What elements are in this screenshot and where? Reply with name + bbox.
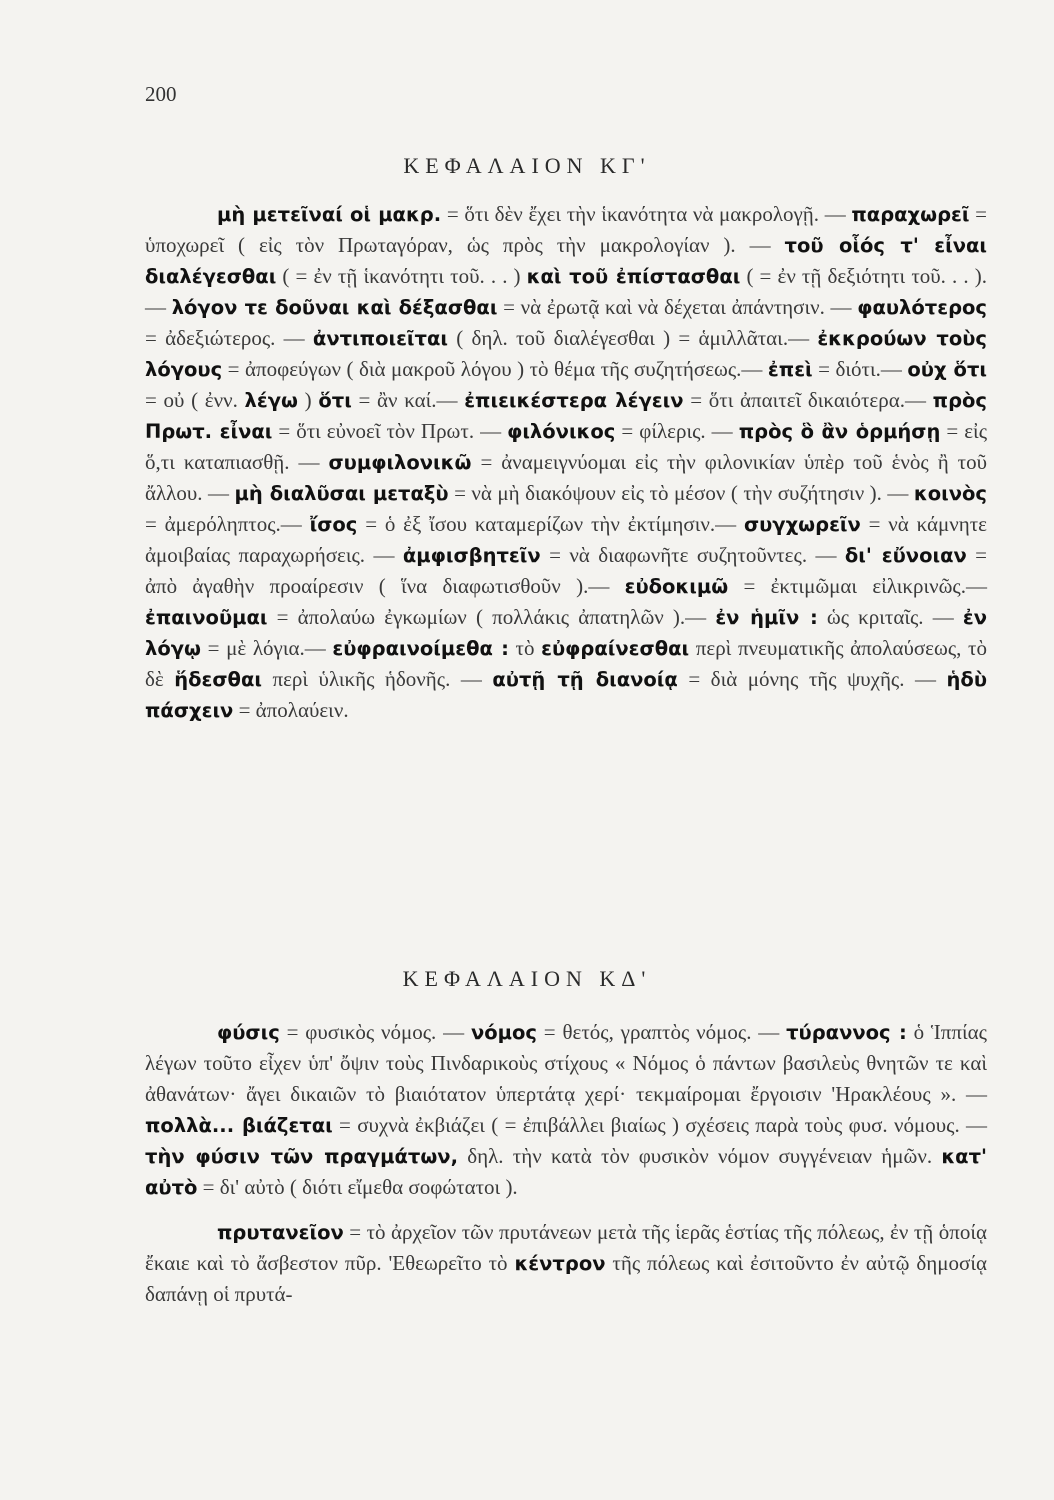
lemma-term: οὐχ ὅτι <box>907 358 987 381</box>
lemma-term: ἀμφισβητεῖν <box>402 544 541 567</box>
gloss-text: = συχνὰ ἐκβιάζει ( = ἐπιβάλλει βιαίως ) σχέσεις παρὰ τοὺς φυσ. νόμους. — <box>332 1113 988 1137</box>
lemma-term: ἡδὺ πάσχειν <box>145 668 987 722</box>
lemma-term: καὶ τοῦ ἐπίστασθαι <box>526 265 741 288</box>
gloss-text: = ἀναμειγνύομαι εἰς τὴν φιλονικίαν ὑπὲρ τοῦ ἑνὸς ἢ τοῦ ἄλλου. — <box>145 450 988 505</box>
gloss-text: = ἐκτιμῶμαι εἰλικρινῶς.— <box>728 574 987 598</box>
gloss-text: = οὐ ( ἐνν. <box>145 388 245 412</box>
lemma-term: συγχωρεῖν <box>743 513 861 536</box>
gloss-text: = ἀπολαύω ἐγκωμίων ( πολλάκις ἀπατηλῶν ).— <box>267 605 716 629</box>
lemma-term: μὴ μετεῖναί οἱ μακρ. <box>217 203 442 226</box>
lemma-term: κέντρον <box>514 1252 606 1275</box>
gloss-text: = ἀπολαύειν. <box>233 698 349 722</box>
gloss-text: περὶ ὑλικῆς ἡδονῆς. — <box>261 667 493 691</box>
chapter-heading-24: ΚΕΦΑΛΑΙΟΝ ΚΔ' <box>402 966 652 991</box>
lemma-term: ἐπιεικέστερα λέγειν <box>464 389 684 412</box>
gloss-text: = νὰ ἐρωτᾷ καὶ νὰ δέχεται ἀπάντησιν. — <box>497 295 858 319</box>
lemma-term: κοινὸς <box>913 482 987 505</box>
gloss-text: = ὅτι δὲν ἔχει τὴν ἱκανότητα νὰ μακρολογῇ. — <box>441 202 852 226</box>
paragraph <box>145 1217 987 1310</box>
gloss-text: ( = ἐν τῇ δεξιότητι τοῦ. . . ).— <box>145 264 987 319</box>
lemma-term: μὴ διαλῦσαι μεταξὺ <box>234 482 449 505</box>
lemma-term: εὐφραινοίμεθα : <box>332 637 509 660</box>
lemma-term: φιλόνικος <box>507 420 616 443</box>
gloss-text: = φυσικὸς νόμος. — <box>279 1020 471 1044</box>
gloss-text: = εἰς ὅ,τι καταπιασθῇ. — <box>145 419 988 474</box>
gloss-text: περὶ πνευματικῆς ἀπολαύσεως, τὸ δὲ <box>145 636 987 691</box>
lemma-term: τύραννος : <box>786 1021 907 1044</box>
lemma-term: ἐπαινοῦμαι <box>145 606 268 629</box>
gloss-text: δηλ. τὴν κατὰ τὸν φυσικὸν νόμον συγγένειαν ἡμῶν. <box>458 1144 942 1168</box>
gloss-text: τῆς πόλεως καὶ ἐσιτοῦντο ἐν αὐτῷ δημοσίᾳ δαπάνῃ οἱ πρυτά- <box>145 1251 987 1306</box>
gloss-text: = διότι.— <box>812 357 908 381</box>
gloss-text: = ὅτι εὐνοεῖ τὸν Πρωτ. — <box>272 419 508 443</box>
chapter-23-text <box>145 199 987 726</box>
gloss-text: = διὰ μόνης τῆς ψυχῆς. — <box>677 667 947 691</box>
lemma-term: φύσις <box>217 1021 280 1044</box>
chapter-heading-23: ΚΕΦΑΛΑΙΟΝ ΚΓ' <box>403 153 651 178</box>
lemma-term: παραχωρεῖ <box>851 203 970 226</box>
lemma-term: συμφιλονικῶ <box>328 451 472 474</box>
lemma-term: πρὸς ὃ ἂν ὁρμήσῃ <box>738 420 941 443</box>
lemma-term: ἀντιποιεῖται <box>312 327 448 350</box>
gloss-text: = ὑποχωρεῖ ( εἰς τὸν Πρωταγόραν, ὡς πρὸς τὴν μακρολογίαν ). — <box>145 202 988 257</box>
gloss-text: = ἀμερόληπτος.— <box>145 512 310 536</box>
lemma-term: δι' εὔνοιαν <box>844 544 967 567</box>
gloss-text: = φίλερις. — <box>615 419 739 443</box>
gloss-text: = δι' αὐτὸ ( διότι εἴμεθα σοφώτατοι ). <box>197 1175 518 1199</box>
gloss-text: = ἀπὸ ἀγαθὴν προαίρεσιν ( ἵνα διαφωτισθοῦν ).— <box>145 543 988 598</box>
lemma-term: ὅτι <box>318 389 352 412</box>
gloss-text: = ἂν καί.— <box>351 388 465 412</box>
lemma-term: ἐπεὶ <box>767 358 813 381</box>
lemma-term: εὐφραίνεσθαι <box>541 637 690 660</box>
lemma-term: νόμος <box>470 1021 537 1044</box>
lemma-term: λόγον τε δοῦναι καὶ δέξασθαι <box>171 296 498 319</box>
gloss-text: ὁ Ἱππίας λέγων τοῦτο εἶχεν ὑπ' ὄψιν τοὺς Πινδαρικοὺς στίχους « Νόμος ὁ πάντων βασιλεὺς θνητῶν τε καὶ ἀθανάτων· ἄγει δικαιῶν τὸ βιαιότατον ὑπερτάτᾳ χερί· τεκμαίρομαι ἔργοισιν 'Ηρακλέους ». — <box>145 1020 987 1106</box>
lemma-term: πρυτανεῖον <box>217 1221 344 1244</box>
gloss-text: = τὸ ἀρχεῖον τῶν πρυτάνεων μετὰ τῆς ἱερᾶς ἑστίας τῆς πόλεως, ἐν τῇ ὁποίᾳ ἔκαιε καὶ τὸ ἄσβεστον πῦρ. 'Εθεωρεῖτο τὸ <box>145 1220 987 1275</box>
lemma-term: ἐν ἡμῖν : <box>715 606 818 629</box>
gloss-text: = ὅτι ἀπαιτεῖ δικαιότερα.— <box>683 388 933 412</box>
gloss-text: ( = ἐν τῇ ἱκανότητι τοῦ. . . ) <box>276 264 527 288</box>
lemma-term: τὴν φύσιν τῶν πραγμάτων, <box>145 1145 458 1168</box>
chapter-24-text <box>145 1017 987 1310</box>
paragraph <box>145 1017 987 1203</box>
gloss-text: ) <box>297 388 319 412</box>
gloss-text: = ἀδεξιώτερος. — <box>145 326 313 350</box>
lemma-term: λέγω <box>244 389 298 412</box>
lemma-term: εὐδοκιμῶ <box>624 575 729 598</box>
gloss-text: = ἀποφεύγων ( διὰ μακροῦ λόγου ) τὸ θέμα τῆς συζητήσεως.— <box>222 357 768 381</box>
lemma-term: αὐτῇ τῇ διανοίᾳ <box>492 668 678 691</box>
gloss-text: = νὰ κάμνητε ἀμοιβαίας παραχωρήσεις. — <box>145 512 987 567</box>
gloss-text: ( δηλ. τοῦ διαλέγεσθαι ) = ἁμιλλᾶται.— <box>447 326 818 350</box>
paragraph <box>145 199 987 726</box>
lemma-term: ἥδεσθαι <box>174 668 262 691</box>
gloss-text: = νὰ διαφωνῆτε συζητοῦντες. — <box>540 543 845 567</box>
gloss-text: = θετός, γραπτὸς νόμος. — <box>536 1020 787 1044</box>
lemma-term: ἴσος <box>309 513 358 536</box>
lemma-term: πολλὰ... βιάζεται <box>145 1114 333 1137</box>
lemma-term: πρὸς Πρωτ. εἶναι <box>145 389 987 443</box>
lemma-term: ἐν λόγῳ <box>145 606 987 660</box>
lemma-term: φαυλότερος <box>857 296 987 319</box>
lemma-term: κατ' αὐτὸ <box>145 1145 987 1199</box>
gloss-text: = νὰ μὴ διακόψουν εἰς τὸ μέσον ( τὴν συζήτησιν ). — <box>448 481 914 505</box>
lemma-term: τοῦ οἷός τ' εἶναι διαλέγεσθαι <box>145 234 987 288</box>
gloss-text: τὸ <box>508 636 542 660</box>
page-number: 200 <box>145 82 177 106</box>
gloss-text: = μὲ λόγια.— <box>200 636 333 660</box>
gloss-text: ὡς κριταῖς. — <box>817 605 963 629</box>
gloss-text: = ὁ ἐξ ἴσου καταμερίζων τὴν ἐκτίμησιν.— <box>357 512 744 536</box>
lemma-term: ἐκκρούων τοὺς λόγους <box>145 327 987 381</box>
